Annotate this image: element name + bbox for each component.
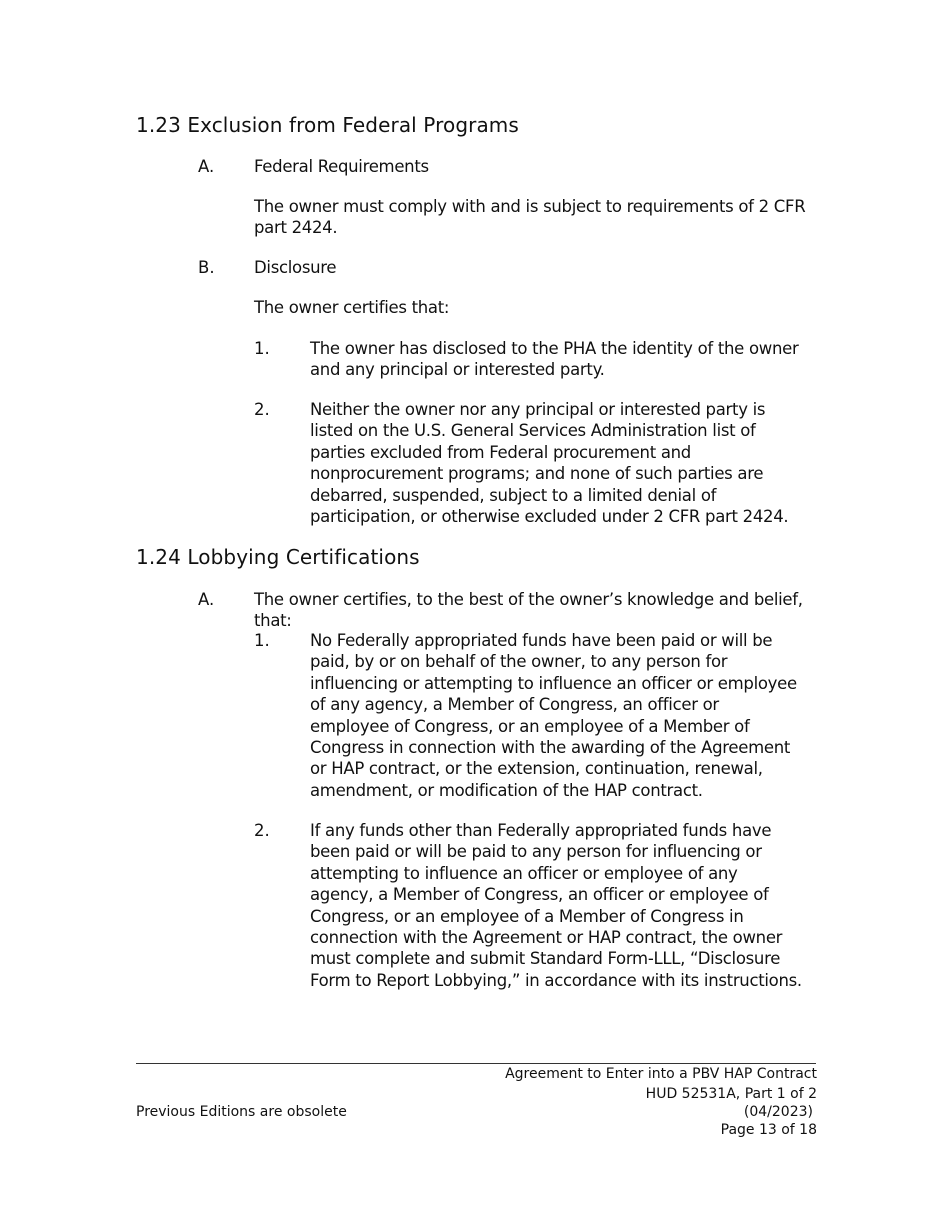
section-heading-1-24: 1.24 Lobbying Certifications bbox=[136, 545, 420, 569]
item-marker-a-lobbying: A. bbox=[198, 590, 215, 609]
footer-form-number: HUD 52531A, Part 1 of 2 bbox=[645, 1086, 817, 1102]
lobbying-subitem-2-text: If any funds other than Federally appropriated funds have been paid or will be paid to any person for influencing or attempting to influence an officer or employee of any agency, a Member of Congress, an officer or employee of Congress, or an employee of a Member of Congress in connection with the Agreement or HAP contract, the owner must complete and submit Standard Form-LLL, “Disclosure Form to Report Lobbying,” in accordance with its instructions. bbox=[310, 821, 802, 990]
disclosure-intro: The owner certifies that: bbox=[254, 298, 450, 317]
section-heading-1-23: 1.23 Exclusion from Federal Programs bbox=[136, 113, 519, 137]
item-title-disclosure: Disclosure bbox=[254, 258, 337, 277]
footer-page-number: Page 13 of 18 bbox=[720, 1122, 817, 1138]
footer-previous-editions: Previous Editions are obsolete bbox=[136, 1104, 347, 1120]
subitem-marker-1-lobbying: 1. bbox=[254, 631, 270, 650]
footer-date: (04/2023) bbox=[743, 1104, 813, 1120]
subitem-marker-2-lobbying: 2. bbox=[254, 821, 270, 840]
item-marker-a: A. bbox=[198, 157, 215, 176]
disclosure-subitem-2-text: Neither the owner nor any principal or interested party is listed on the U.S. General Services Administration list of parties excluded from Federal procurement and nonprocurement programs; and none of such parties are debarred, suspended, subject to a limited denial of participation, or otherwise excluded under 2 CFR part 2424. bbox=[310, 400, 789, 527]
footer-divider bbox=[136, 1063, 816, 1064]
item-marker-b: B. bbox=[198, 258, 215, 277]
lobbying-subitem-1-text: No Federally appropriated funds have been paid or will be paid, by or on behalf of the owner, to any person for influencing or attempting to influence an officer or employee of any agency, a Member of Congress, an officer or employee of Congress, or an employee of a Member of Congress in connection with the awarding of the Agreement or HAP contract, or the extension, continuation, renewal, amendment, or modification of the HAP contract. bbox=[310, 631, 797, 800]
federal-requirements-text: The owner must comply with and is subject to requirements of 2 CFR part 2424. bbox=[254, 197, 806, 238]
disclosure-subitem-1-text: The owner has disclosed to the PHA the identity of the owner and any principal or interested party. bbox=[310, 339, 799, 380]
footer-document-title: Agreement to Enter into a PBV HAP Contract bbox=[505, 1066, 817, 1082]
item-title-federal-requirements: Federal Requirements bbox=[254, 157, 429, 176]
subitem-marker-1: 1. bbox=[254, 339, 270, 358]
lobbying-certification-intro: The owner certifies, to the best of the owner’s knowledge and belief, that: bbox=[254, 590, 803, 631]
subitem-marker-2: 2. bbox=[254, 400, 270, 419]
